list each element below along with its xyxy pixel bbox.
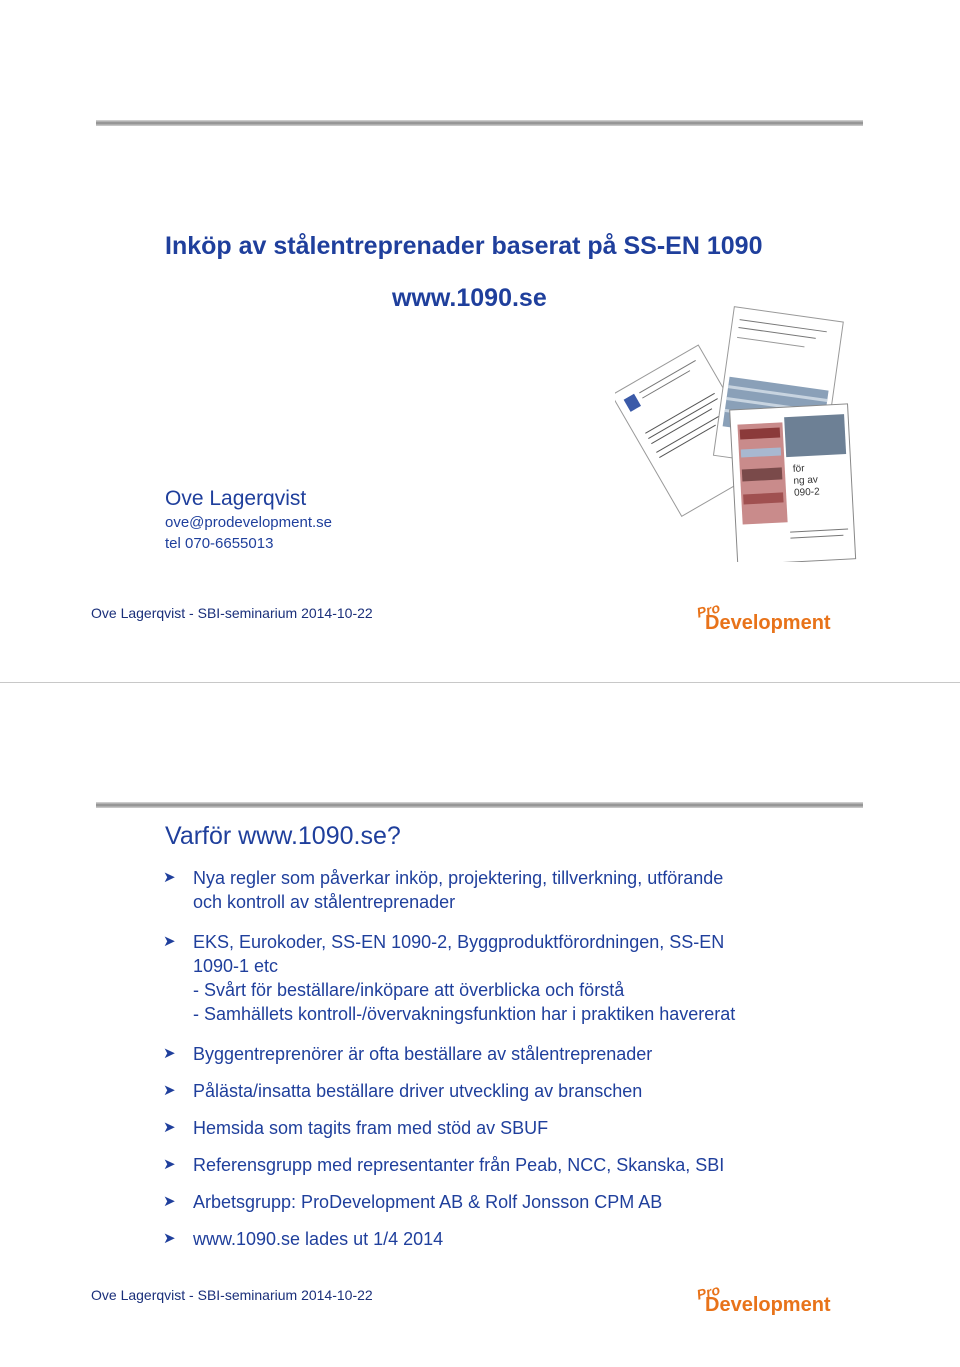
list-item: ➤ Hemsida som tagits fram med stöd av SBUF: [163, 1118, 549, 1138]
svg-text:Development: Development: [705, 1294, 831, 1316]
author-phone: tel 070-6655013: [165, 535, 274, 552]
list-item: ➤ Arbetsgrupp: ProDevelopment AB & Rolf Jonsson CPM AB: [163, 1192, 663, 1212]
slide-footer: Ove Lagerqvist - SBI-seminarium 2014-10-22: [91, 1287, 373, 1303]
svg-text:för: för: [792, 463, 805, 475]
svg-text:Development: Development: [705, 612, 831, 634]
website-url: www.1090.se: [392, 284, 547, 312]
svg-text:Pro: Pro: [695, 1281, 722, 1303]
arrow-bullet-icon: ➤: [163, 933, 176, 950]
arrow-bullet-icon: ➤: [163, 1119, 176, 1136]
prodevelopment-logo: [695, 598, 855, 638]
prodevelopment-logo: [695, 1280, 855, 1320]
list-item: ➤ Referensgrupp med representanter från Peab, NCC, Skanska, SBI: [163, 1155, 725, 1175]
arrow-bullet-icon: ➤: [163, 1193, 176, 1210]
list-item: ➤ Pålästa/insatta beställare driver utveckling av branschen: [163, 1081, 643, 1101]
slide-2: [0, 683, 960, 1367]
list-item: ➤ Nya regler som påverkar inköp, projektering, tillverkning, utförande och kontroll av stålentreprenader: [163, 868, 724, 912]
bullet-list: [163, 866, 823, 1251]
slide-top-bar: [96, 802, 863, 808]
svg-text:ng av: ng av: [793, 474, 819, 487]
document-stack-image: [615, 302, 865, 562]
arrow-bullet-icon: ➤: [163, 1082, 176, 1099]
slide-title: Inköp av stålentreprenader baserat på SS-EN 1090: [165, 232, 763, 260]
arrow-bullet-icon: ➤: [163, 1045, 176, 1062]
arrow-bullet-icon: ➤: [163, 1230, 176, 1247]
slide-footer: Ove Lagerqvist - SBI-seminarium 2014-10-22: [91, 605, 373, 621]
author-email: ove@prodevelopment.se: [165, 514, 332, 531]
list-item: ➤ EKS, Eurokoder, SS-EN 1090-2, Byggproduktförordningen, SS-EN 1090-1 etc - Svårt för beställare/inköpare att överblicka och förstå - Samhällets kontroll-/övervakningsfunktion har i praktiken havererat: [163, 932, 736, 1024]
list-item: ➤ www.1090.se lades ut 1/4 2014: [163, 1229, 444, 1249]
author-name: Ove Lagerqvist: [165, 487, 307, 510]
slide-title: Varför www.1090.se?: [165, 822, 401, 850]
arrow-bullet-icon: ➤: [163, 869, 176, 886]
arrow-bullet-icon: ➤: [163, 1156, 176, 1173]
svg-text:090-2: 090-2: [793, 486, 820, 499]
slide-1: [0, 0, 960, 683]
list-item: ➤ Byggentreprenörer är ofta beställare av stålentreprenader: [163, 1044, 653, 1064]
slide-top-bar: [96, 120, 863, 126]
svg-text:Pro: Pro: [695, 599, 722, 621]
